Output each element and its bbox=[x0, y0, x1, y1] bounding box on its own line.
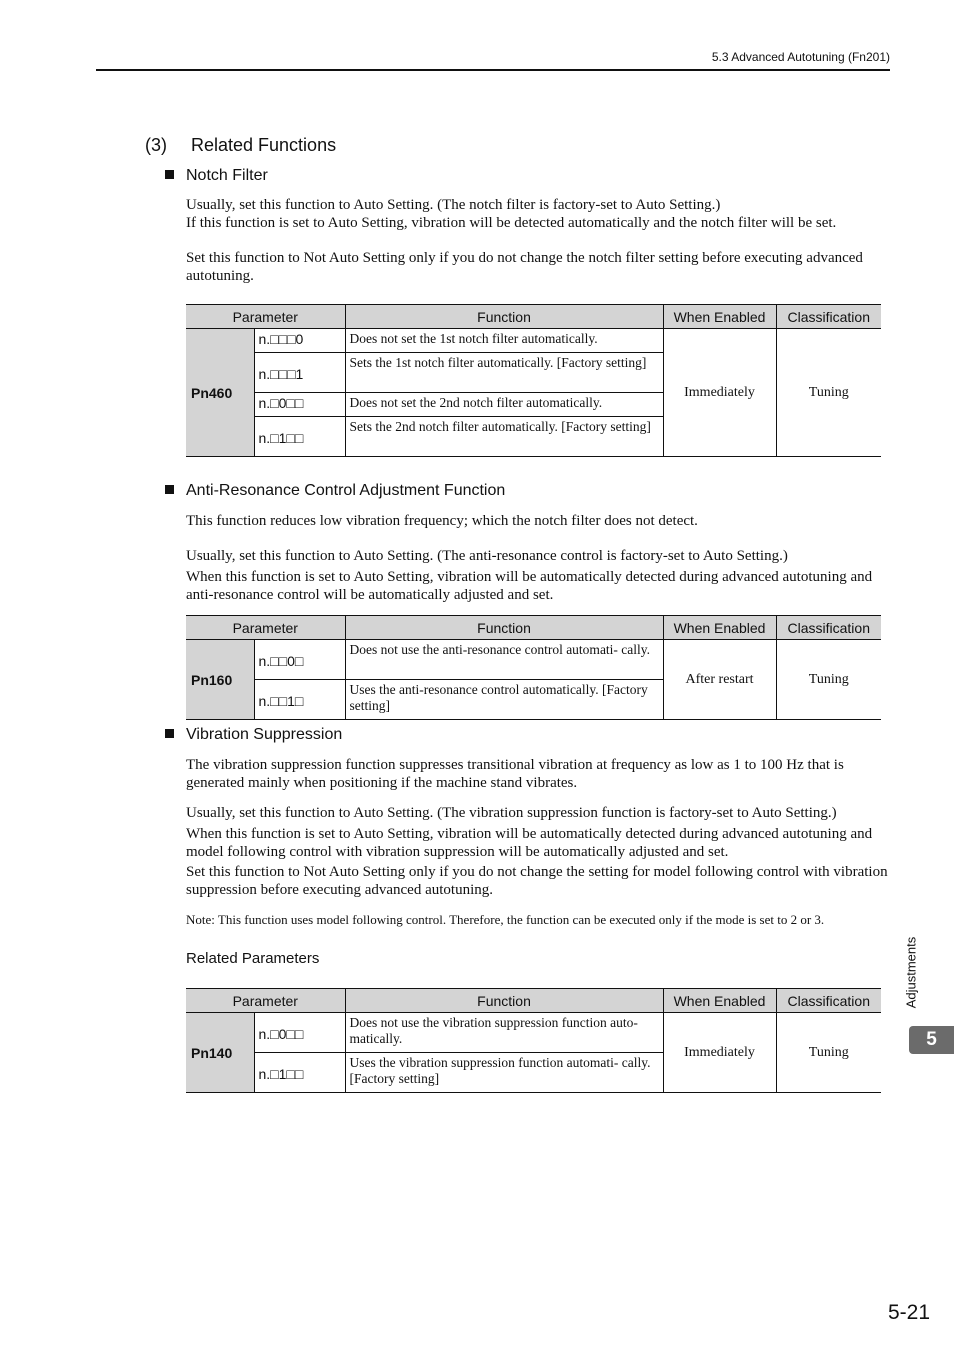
chapter-side-label: Adjustments bbox=[903, 936, 919, 1009]
notch-heading bbox=[165, 167, 268, 185]
chapter-tab: 5 bbox=[909, 1026, 954, 1054]
header-classification: Classification bbox=[776, 305, 881, 329]
table-header-row bbox=[186, 616, 881, 640]
section-number: (3) bbox=[145, 135, 167, 155]
classification-value: Tuning bbox=[776, 329, 881, 457]
parameter-function: Does not use the vibration suppression function auto- matically. bbox=[345, 1013, 663, 1053]
antires-paragraph-3: When this function is set to Auto Setting, vibration will be automatically detected during advanced autotuning and anti-resonance control will be automatically adjusted and set. bbox=[186, 569, 873, 603]
table-header-row bbox=[186, 305, 881, 329]
table-header-row bbox=[186, 989, 881, 1013]
parameter-code: n.□0□□ bbox=[254, 1013, 345, 1053]
header-when-enabled: When Enabled bbox=[663, 305, 776, 329]
vibsup-paragraph-2: Usually, set this function to Auto Setting. (The vibration suppression function is factory-set to Auto Setting.) bbox=[186, 805, 837, 821]
header-classification: Classification bbox=[776, 989, 881, 1013]
antires-heading bbox=[165, 482, 505, 500]
related-parameters-label: Related Parameters bbox=[186, 950, 320, 967]
header-function: Function bbox=[345, 989, 663, 1013]
vibsup-paragraph-4: Set this function to Not Auto Setting only if you do not change the setting for model following control with vibration suppression before executing advanced autotuning. bbox=[186, 864, 888, 898]
when-enabled-value: Immediately bbox=[663, 329, 776, 457]
notch-heading-text: Notch Filter bbox=[186, 167, 268, 184]
antires-heading-text: Anti-Resonance Control Adjustment Function bbox=[186, 482, 506, 499]
vibsup-paragraph-3: When this function is set to Auto Setting, vibration will be automatically detected during advanced autotuning and model following control with vibration suppression will be automatically adjusted and set. bbox=[186, 826, 873, 860]
parameter-code: n.□1□□ bbox=[254, 417, 345, 457]
bullet-square-icon bbox=[165, 170, 174, 179]
section-title-text: Related Functions bbox=[191, 135, 337, 155]
section-title bbox=[145, 135, 336, 156]
notch-paragraph-3: Set this function to Not Auto Setting only if you do not change the notch filter setting before executing advanced autotuning. bbox=[186, 250, 863, 284]
table-row bbox=[186, 1013, 881, 1053]
parameter-code: n.□□1□ bbox=[254, 680, 345, 720]
parameter-function: Does not set the 1st notch filter automatically. bbox=[345, 329, 663, 353]
bullet-square-icon bbox=[165, 729, 174, 738]
header-parameter: Parameter bbox=[186, 305, 345, 329]
parameter-number: Pn160 bbox=[186, 640, 254, 720]
classification-value: Tuning bbox=[776, 640, 881, 720]
vibsup-heading bbox=[165, 726, 342, 744]
running-header: 5.3 Advanced Autotuning (Fn201) bbox=[711, 50, 890, 64]
header-rule bbox=[96, 69, 890, 71]
when-enabled-value: Immediately bbox=[663, 1013, 776, 1093]
notch-paragraph-2: If this function is set to Auto Setting, vibration will be detected automatically and the notch filter will be set. bbox=[186, 215, 837, 231]
table-row bbox=[186, 329, 881, 353]
parameter-code: n.□□□0 bbox=[254, 329, 345, 353]
vibsup-paragraph-1: The vibration suppression function suppresses transitional vibration at frequency as low as 1 to 100 Hz that is generated mainly when positioning if the machine stand vibrates. bbox=[186, 757, 844, 791]
notch-parameter-table bbox=[186, 304, 881, 457]
header-classification: Classification bbox=[776, 616, 881, 640]
header-function: Function bbox=[345, 305, 663, 329]
parameter-number: Pn460 bbox=[186, 329, 254, 457]
parameter-code: n.□□0□ bbox=[254, 640, 345, 680]
parameter-code: n.□□□1 bbox=[254, 353, 345, 393]
vibsup-parameter-table bbox=[186, 988, 881, 1093]
header-parameter: Parameter bbox=[186, 616, 345, 640]
vibsup-heading-text: Vibration Suppression bbox=[186, 726, 343, 743]
header-function: Function bbox=[345, 616, 663, 640]
parameter-number: Pn140 bbox=[186, 1013, 254, 1093]
parameter-function: Uses the anti-resonance control automatically. [Factory setting] bbox=[345, 680, 663, 720]
parameter-code: n.□1□□ bbox=[254, 1053, 345, 1093]
classification-value: Tuning bbox=[776, 1013, 881, 1093]
parameter-function: Does not set the 2nd notch filter automatically. bbox=[345, 393, 663, 417]
parameter-function: Sets the 2nd notch filter automatically. [Factory setting] bbox=[345, 417, 663, 457]
antires-parameter-table bbox=[186, 615, 881, 720]
parameter-function: Uses the vibration suppression function automati- cally. [Factory setting] bbox=[345, 1053, 663, 1093]
page-number: 5-21 bbox=[887, 1301, 930, 1324]
parameter-code: n.□0□□ bbox=[254, 393, 345, 417]
vibsup-note: Note: This function uses model following control. Therefore, the function can be executed only if the mode is set to 2 or 3. bbox=[186, 912, 825, 927]
table-row bbox=[186, 640, 881, 680]
parameter-function: Sets the 1st notch filter automatically. [Factory setting] bbox=[345, 353, 663, 393]
header-parameter: Parameter bbox=[186, 989, 345, 1013]
antires-paragraph-2: Usually, set this function to Auto Setting. (The anti-resonance control is factory-set to Auto Setting.) bbox=[186, 548, 788, 564]
antires-paragraph-1: This function reduces low vibration frequency; which the notch filter does not detect. bbox=[186, 513, 698, 529]
parameter-function: Does not use the anti-resonance control automati- cally. bbox=[345, 640, 663, 680]
notch-paragraph-1: Usually, set this function to Auto Setting. (The notch filter is factory-set to Auto Setting.) bbox=[186, 197, 721, 213]
header-when-enabled: When Enabled bbox=[663, 616, 776, 640]
header-when-enabled: When Enabled bbox=[663, 989, 776, 1013]
bullet-square-icon bbox=[165, 485, 174, 494]
when-enabled-value: After restart bbox=[663, 640, 776, 720]
